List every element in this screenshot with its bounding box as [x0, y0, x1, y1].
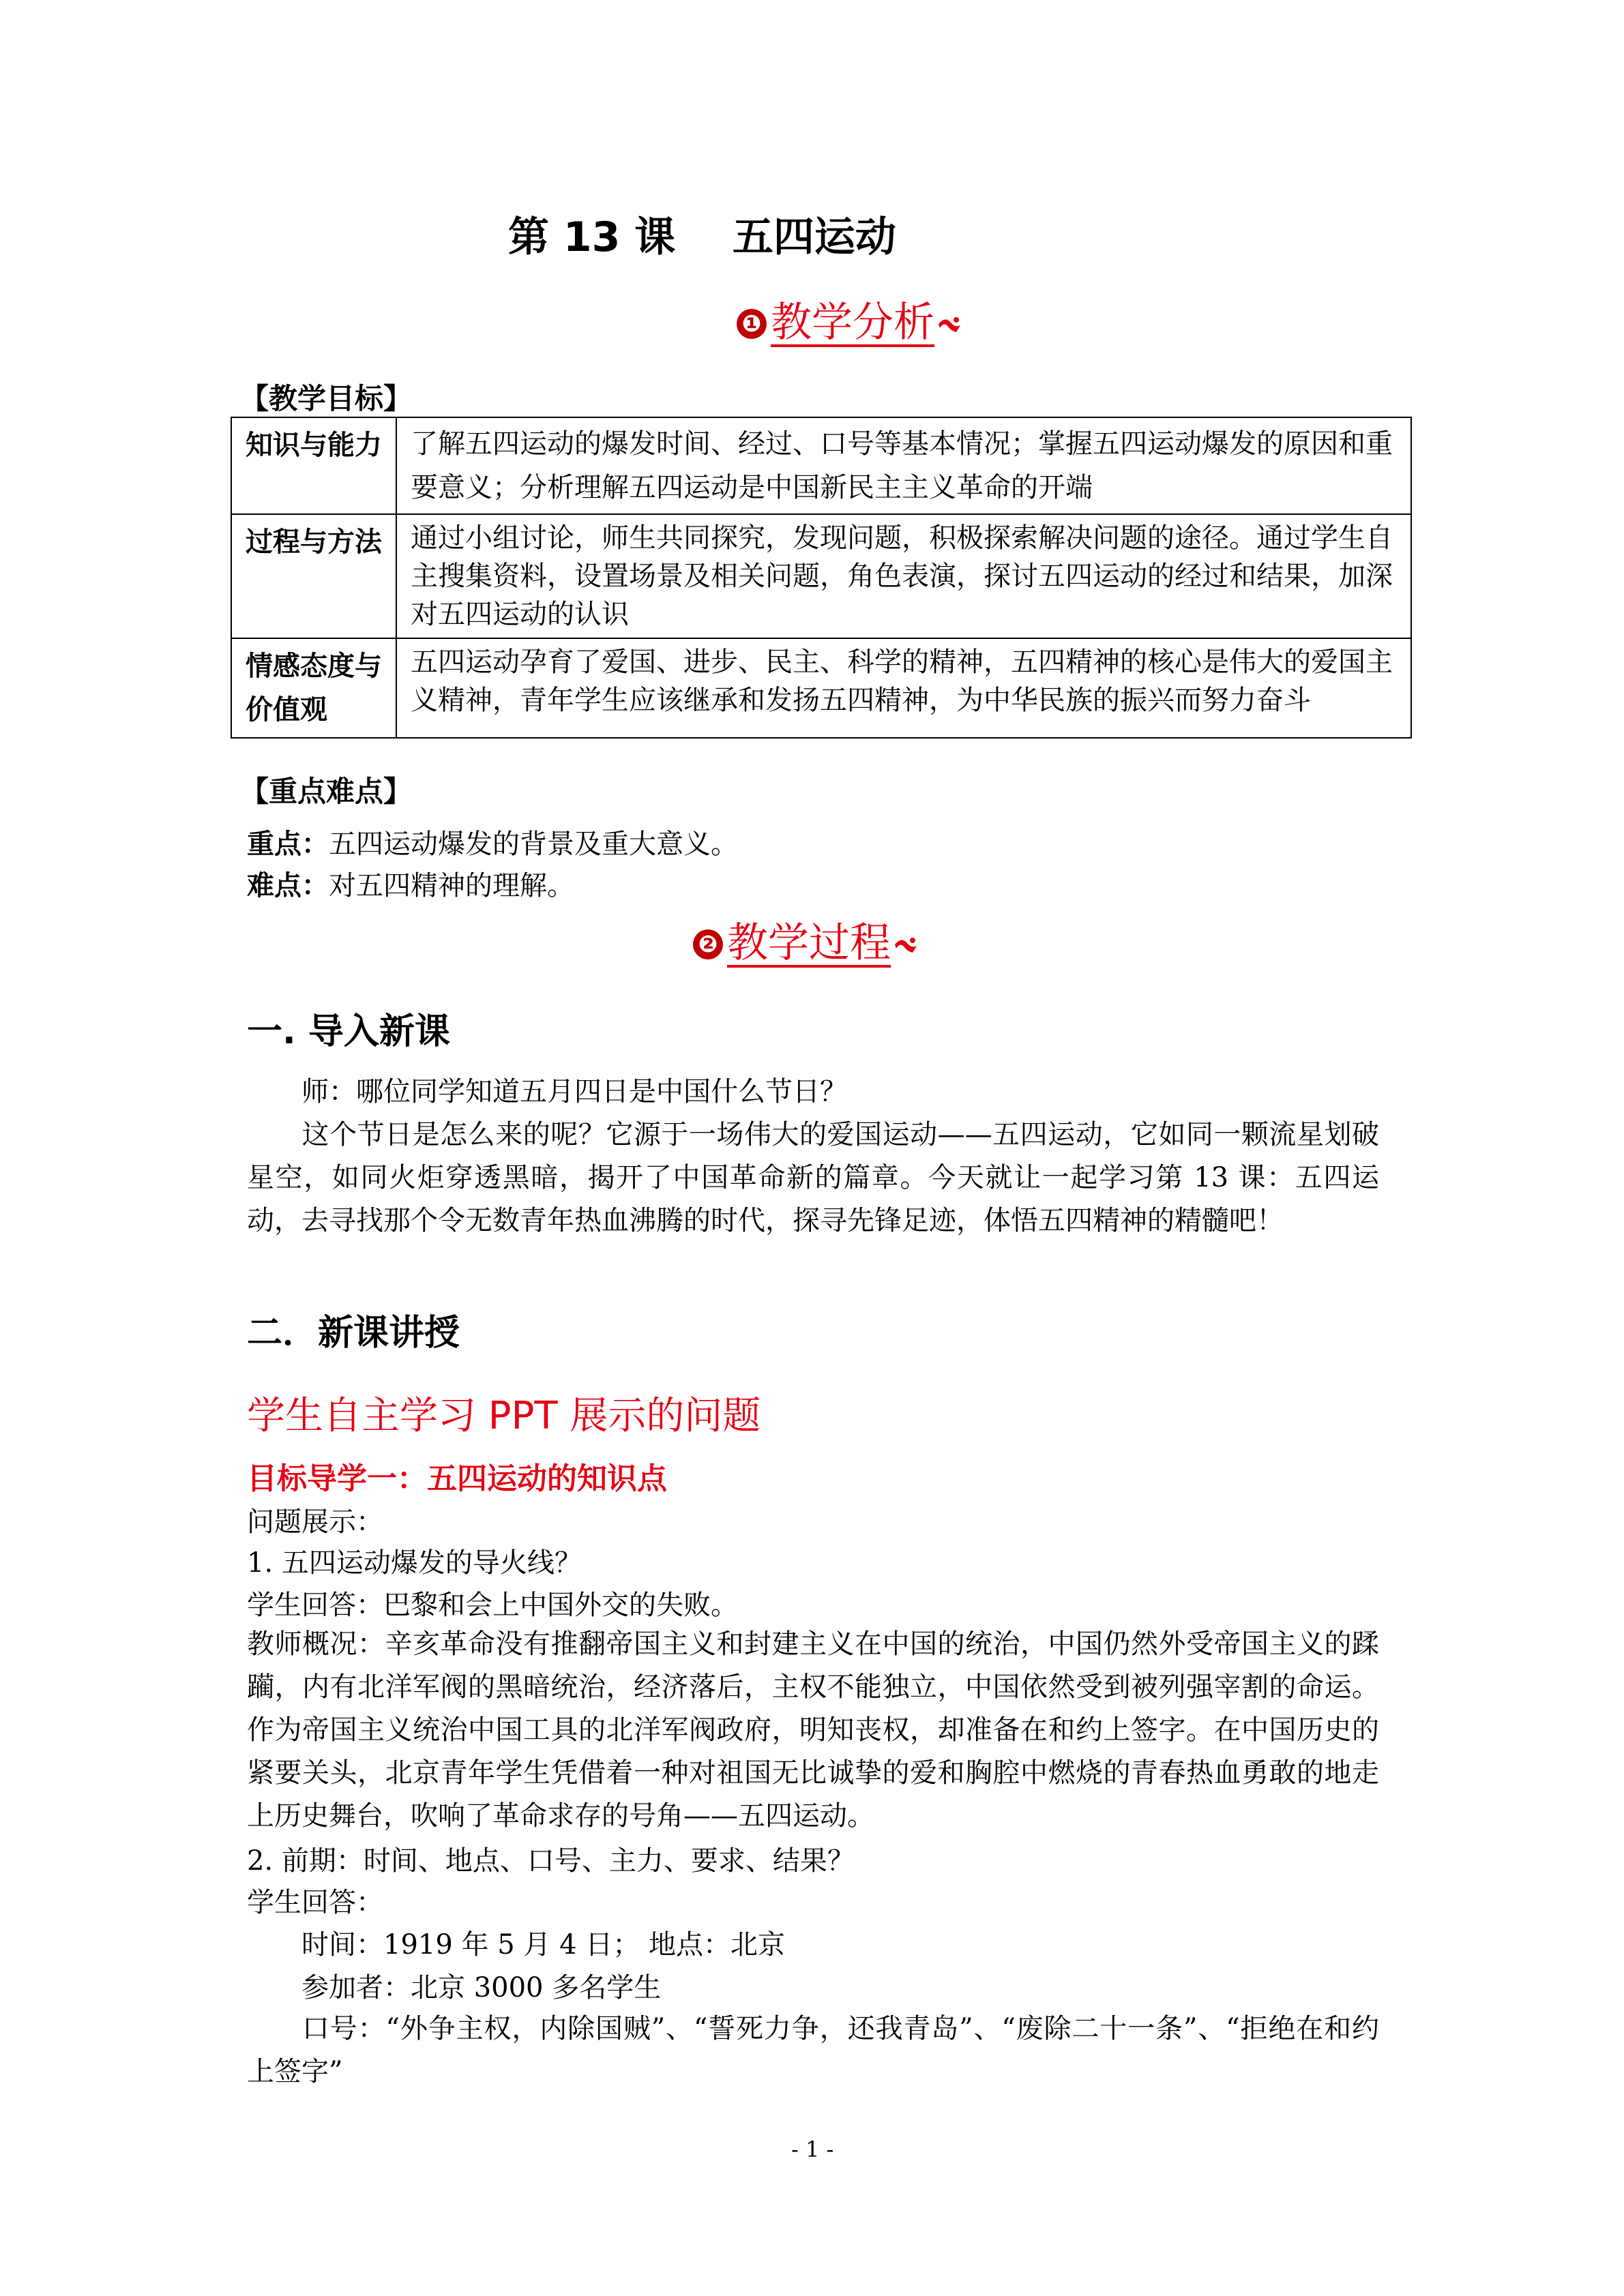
flourish-icon	[892, 921, 919, 968]
heading-new-lesson: 二．新课讲授	[247, 1313, 460, 1354]
answer-2-slogans-text: 口号：“外争主权，内除国贼”、“誓死力争，还我青岛”、“废除二十一条”、“拒绝在和约上签字”	[247, 2013, 1379, 2087]
answer-2-slogans	[247, 2008, 1379, 2093]
intro-question-text: 师：哪位同学知道五月四日是中国什么节日？	[301, 1076, 847, 1107]
answer-1: 学生回答：巴黎和会上中国外交的失败。	[247, 1590, 738, 1621]
teacher-summary: 教师概况：辛亥革命没有推翻帝国主义和封建主义在中国的统治，中国仍然外受帝国主义的蹂躏，内有北洋军阀的黑暗统治，经济落后，主权不能独立，中国依然受到被列强宰割的命运。作为帝国主义统治中国工具的北洋军阀政府，明知丧权，却准备在和约上签字。在中国历史的紧要关头，北京青年学生凭借着一种对祖国无比诚挚的爱和胸腔中燃烧的青春热血勇敢的地走上历史舞台，吹响了革命求存的号角——五四运动。	[247, 1628, 1379, 1832]
table-row	[231, 638, 1411, 738]
key-point-text: 五四运动爆发的背景及重大意义。	[329, 829, 738, 860]
question-1: 1. 五四运动爆发的导火线？	[247, 1547, 582, 1579]
heading-intro: 一. 导入新课	[247, 1011, 450, 1052]
goal-value: 了解五四运动的爆发时间、经过、口号等基本情况；掌握五四运动爆发的原因和重要意义；分析理解五四运动是中国新民主主义革命的开端	[396, 417, 1411, 514]
goal-key: 过程与方法	[231, 514, 396, 638]
page-number: - 1 -	[791, 2136, 834, 2162]
intro-question	[247, 1071, 1379, 1114]
goal1-heading: 目标导学一：五四运动的知识点	[247, 1461, 667, 1496]
answer-2-label: 学生回答：	[247, 1887, 383, 1918]
section-banner-process	[693, 921, 919, 968]
flourish-icon	[936, 300, 963, 348]
lesson-title: 第 13 课 五四运动	[508, 213, 896, 261]
answer-2-time: 时间：1919 年 5 月 4 日； 地点：北京	[301, 1929, 785, 1960]
table-row	[231, 417, 1411, 514]
key-points-heading: 【重点难点】	[240, 775, 413, 808]
question-2: 2. 前期：时间、地点、口号、主力、要求、结果？	[247, 1845, 855, 1877]
difficult-point-label: 难点：	[247, 870, 329, 901]
ppt-questions-heading: 学生自主学习 PPT 展示的问题	[247, 1394, 761, 1438]
section-banner-label: 教学过程	[727, 919, 891, 967]
number-badge: ❶	[737, 309, 767, 339]
key-point-line	[247, 822, 738, 861]
key-point-label: 重点：	[247, 829, 329, 860]
goals-heading: 【教学目标】	[240, 382, 413, 415]
question-show: 问题展示：	[247, 1506, 383, 1538]
goal-value: 通过小组讨论，师生共同探究，发现问题，积极探索解决问题的途径。通过学生自主搜集资料，设置场景及相关问题，角色表演，探讨五四运动的经过和结果，加深对五四运动的认识	[396, 514, 1411, 638]
difficult-point-text: 对五四精神的理解。	[329, 870, 574, 901]
intro-paragraph	[247, 1114, 1379, 1242]
goal-key: 知识与能力	[231, 417, 396, 514]
section-banner-analysis	[737, 300, 963, 348]
intro-paragraph-text: 这个节日是怎么来的呢？它源于一场伟大的爱国运动——五四运动，它如同一颗流星划破星空，如同火炬穿透黑暗，揭开了中国革命新的篇章。今天就让一起学习第 13 课：五四运动，去寻找那个令无数青年热血沸腾的时代，探寻先锋足迹，体悟五四精神的精髓吧！	[247, 1119, 1379, 1236]
answer-2-participants: 参加者：北京 3000 多名学生	[301, 1972, 662, 2003]
teaching-goals-table	[231, 417, 1412, 739]
section-banner-label: 教学分析	[771, 298, 934, 346]
goal-value: 五四运动孕育了爱国、进步、民主、科学的精神，五四精神的核心是伟大的爱国主义精神，青年学生应该继承和发扬五四精神，为中华民族的振兴而努力奋斗	[396, 638, 1411, 738]
number-badge: ❷	[693, 929, 723, 959]
table-row	[231, 514, 1411, 638]
difficult-point-line	[247, 864, 574, 903]
goal-key: 情感态度与价值观	[231, 638, 396, 738]
